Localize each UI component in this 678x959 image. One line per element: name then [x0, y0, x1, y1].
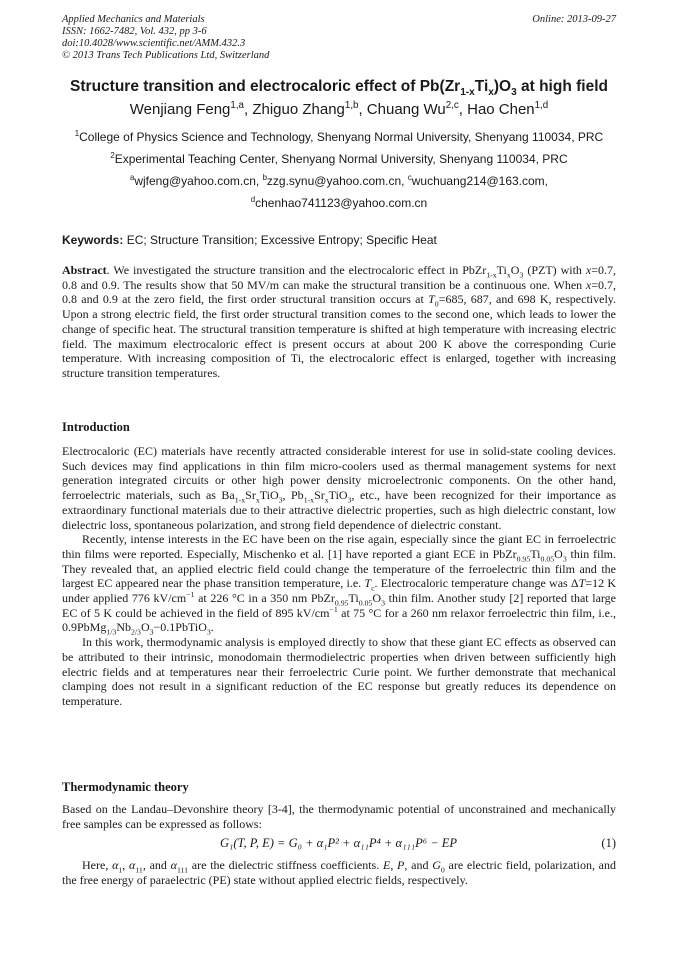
paper-title: Structure transition and electrocaloric effect of $Pb(Zr_{1-x}Ti_x)O_3$ at high field [70, 78, 608, 99]
paragraph: Here, $\alpha_1$, $\alpha_{11}$, and $\alpha_{111}$ are the dielectric stiffness coefficients. E, P, and $G_0$ are electric field, polarization, and the free energy of paraelectric (PE) state without applied electric fields, respectively. [62, 858, 617, 887]
affiliation: $^2$Experimental Teaching Center, Shenyang Normal University, Shenyang 110034, PRC [110, 151, 568, 166]
author-name: Zhiguo Zhang [252, 101, 345, 118]
author-name: Chuang Wu [366, 101, 446, 118]
author-list: Wenjiang Feng$^{1,a}$, Zhiguo Zhang$^{1,b}$, Chuang Wu$^{2,c}$, Hao Chen$^{1,d}$ [129, 100, 549, 118]
section-heading-theory: Thermodynamic theory [62, 780, 189, 794]
journal-header [62, 14, 616, 62]
journal-copyright: © 2013 Trans Tech Publications Ltd, Switzerland [62, 50, 270, 61]
paragraph: Recently, intense interests in the EC have been on the rise again, especially since the giant EC in ferroelectric thin films were reported. Especially, Mischenko et al. [1] have reported a giant ECE in $PbZr_{0.95}Ti_{0.05}O_3$ thin film. They revealed that, an applied electric field could change the temperature of the ferroelectric thin film and the largest EC appeared near the phase transition temperature, i.e. $T_c$. Electrocaloric temperature change was ΔT=12 K under applied 776 $kV/cm^{-1}$ at 226 °C in a 350 nm $PbZr_{0.95}Ti_{0.05}O_3$ thin film. Another study [2] reported that large EC of 5 K could be achieved in the field of 895 $kV/cm^{-1}$ at 75 °C for a 260 nm relaxor ferroelectric thin film, i.e., $0.9PbMg_{1/3}Nb_{2/3}O_3-0.1PbTiO_3$. [62, 532, 617, 637]
journal-issn: ISSN: 1662-7482, Vol. 432, pp 3-6 [62, 26, 207, 37]
journal-doi: doi:10.4028/www.scientific.net/AMM.432.3 [62, 38, 246, 49]
section-heading-introduction: Introduction [62, 420, 130, 434]
paragraph: In this work, thermodynamic analysis is employed directly to show that these giant EC effects as observed can be attributed to their intrinsic, monodomain thermodielectric properties when driven between sufficiently high electric fields and at temperatures near their ferroelectric Curie point. We further demonstrate that mechanical clamping does not result in a significant reduction of the EC response but greatly reduces its dependence on temperature. [62, 635, 616, 708]
email-list: $^a$wjfeng@yahoo.com.cn, $^b$zzg.synu@yahoo.com.cn, $^c$wuchuang214@163.com, [129, 173, 549, 188]
paragraph: Electrocaloric (EC) materials have recently attracted considerable interest for use in solid-state cooling devices. Such devices may find applications in thin film micro-coolers used as thermal management systems for next generation integrated circuits or other high power density microelectronic components. On the other hand, ferroelectric materials, such as $Ba_{1-x}Sr_xTiO_3$, $Pb_{1-x}Sr_xTiO_3$, etc., have been recognized for their importance as extraordinary functional materials due to their attractive dielectric properties, such as high dielectric constant, low dielectric loss, spontaneous polarization, and strong field dependence of dielectric constant. [62, 444, 616, 532]
online-date: Online: 2013-09-27 [532, 14, 616, 25]
email-link[interactable]: chenhao741123@yahoo.com.cn [255, 196, 428, 210]
keywords: Keywords: EC; Structure Transition; Excessive Entropy; Specific Heat [62, 233, 437, 247]
journal-name: Applied Mechanics and Materials [62, 14, 205, 25]
equation-number: (1) [601, 836, 616, 850]
affiliation: $^1$College of Physics Science and Technology, Shenyang Normal University, Shenyang 110034, PRC [74, 129, 604, 144]
introduction-body [62, 444, 616, 709]
equation-expression: G₁(T, P, E) = G₀ + α₁P² + α₁₁P⁴ + α₁₁₁P⁶ − EP [220, 836, 458, 850]
email-link[interactable]: wuchuang214@163.com [411, 174, 545, 188]
author-name: Wenjiang Feng [129, 101, 231, 118]
theory-intro: Based on the Landau–Devonshire theory [3-4], the thermodynamic potential of unconstrained and mechanically free samples can be expressed as follows: [62, 802, 616, 831]
theory-body [62, 858, 616, 887]
email-list: $^d$chenhao741123@yahoo.com.cn [250, 195, 428, 210]
abstract: Abstract. We investigated the structure transition and the electrocaloric effect in $PbZr_{1-x}Ti_xO_3$ (PZT) with x=0.7, 0.8 and 0.9. The results show that 50 MV/m can make the structural transition be a continuous one. When x=0.7, 0.8 and 0.9 at the zero field, the first order structural transition occurs at $T_0=685$, 687, and 698 K, respectively. Upon a strong electric field, the first order structural transition comes to the second one, which leads to lower the change of specific heat. The structural transition temperature is shifted at high temperature with increasing electric field. The maximum electrocaloric effect is present occurs at about 200 K above the corresponding Curie temperature. With increasing composition of Ti, the electrocaloric effect is enlarged, together with increasing structure transition temperatures. [62, 263, 617, 380]
email-link[interactable]: zzg.synu@yahoo.com.cn [266, 174, 402, 188]
author-name: Hao Chen [467, 101, 535, 118]
email-link[interactable]: wjfeng@yahoo.com.cn [134, 174, 256, 188]
